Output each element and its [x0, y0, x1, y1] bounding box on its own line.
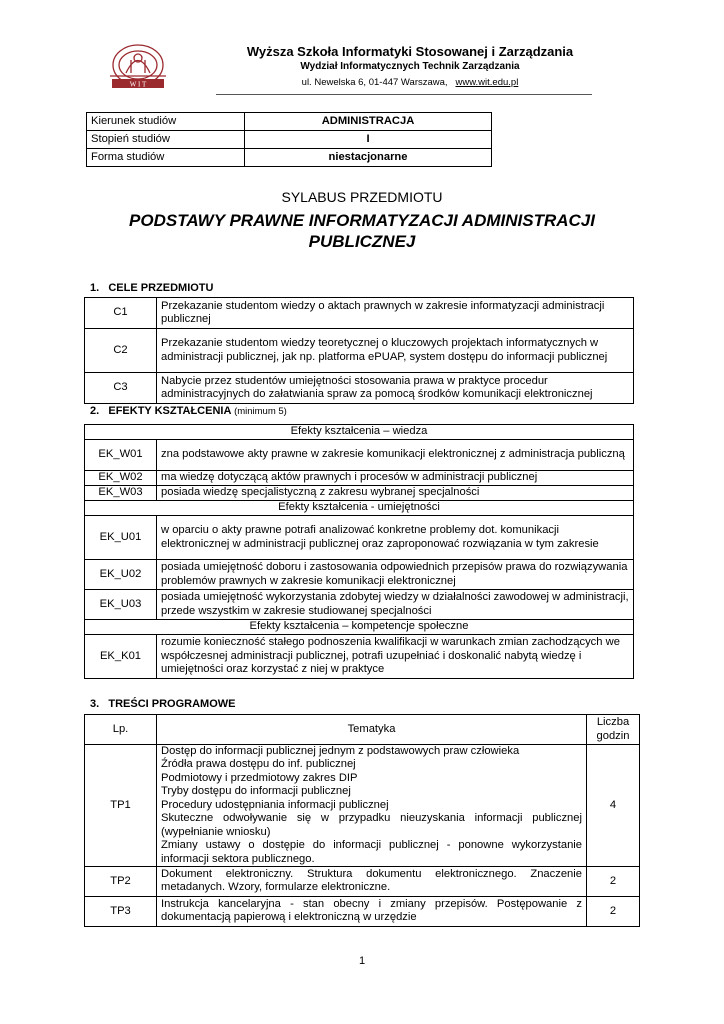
outcome-row — [85, 486, 634, 501]
table-header-row — [85, 715, 640, 745]
goals-table — [84, 297, 634, 404]
outcome-code: EK_U01 — [85, 516, 157, 560]
outcome-text: posiada umiejętność wykorzystania zdobytej wiedzy w działalności zawodowej w administracji, przede wszystkim w zakresie studiowanej specjalności — [157, 590, 634, 620]
row-topic — [157, 745, 587, 867]
info-value: I — [245, 131, 492, 149]
info-label: Stopień studiów — [87, 131, 245, 149]
row-topic — [157, 896, 587, 926]
info-label: Forma studiów — [87, 149, 245, 167]
outcome-code: EK_W01 — [85, 440, 157, 471]
goal-code: C2 — [85, 329, 157, 373]
section-number: 1. — [90, 282, 100, 294]
outcome-group-heading-row — [85, 620, 634, 635]
outcomes-table — [84, 424, 634, 679]
outcome-group-heading-row — [85, 425, 634, 440]
header-divider — [216, 94, 592, 95]
outcome-row — [85, 560, 634, 590]
table-row — [85, 745, 640, 867]
goal-text: Nabycie przez studentów umiejętności stosowania prawa w praktyce procedur administracyjnych do załatwiania spraw za pomocą środków komunikacji elektronicznej — [157, 373, 634, 404]
topic-line: Podmiotowy i przedmiotowy zakres DIP — [161, 771, 358, 784]
school-address — [180, 77, 640, 88]
outcome-code: EK_U02 — [85, 560, 157, 590]
outcome-text: posiada umiejętność doboru i zastosowania odpowiednich przepisów prawa do rozwiązywania problemów prawnych w zakresie komunikacji elektronicznej — [157, 560, 634, 590]
website-link[interactable]: www.wit.edu.pl — [455, 77, 519, 88]
section-title: CELE PRZEDMIOTU — [108, 282, 214, 294]
outcome-text: zna podstawowe akty prawne w zakresie komunikacji elektronicznej z administracja publiczną — [157, 440, 634, 471]
topic-line: Procedury udostępniania informacji publicznej — [161, 798, 389, 811]
goal-code: C1 — [85, 298, 157, 329]
header-lp: Lp. — [85, 715, 157, 745]
outcome-code: EK_W02 — [85, 471, 157, 486]
goal-code: C3 — [85, 373, 157, 404]
topic-line: Źródła prawa dostępu do inf. publicznej — [161, 758, 356, 771]
info-row — [87, 113, 492, 131]
info-value: niestacjonarne — [245, 149, 492, 167]
section-title: TREŚCI PROGRAMOWE — [108, 698, 236, 710]
outcome-code: EK_W03 — [85, 486, 157, 501]
syllabus-label: SYLABUS PRZEDMIOTU — [281, 189, 443, 205]
row-hours: 2 — [587, 896, 640, 926]
outcome-row — [85, 635, 634, 679]
section-number: 2. — [90, 405, 100, 417]
row-hours: 2 — [587, 866, 640, 896]
topic-line: Skuteczne odwoływanie się w przypadku nieuzyskania informacji publicznej (wypełnianie wniosku) — [161, 812, 582, 838]
outcome-group-heading-row — [85, 501, 634, 516]
topic-line: Zmiany ustawy o dostępie do informacji publicznej - ponowne wykorzystanie informacji sektora publicznego. — [161, 839, 582, 865]
subject-title: PODSTAWY PRAWNE INFORMATYZACJI ADMINISTRACJI PUBLICZNEJ — [129, 211, 595, 252]
info-label: Kierunek studiów — [87, 113, 245, 131]
section-number: 3. — [90, 698, 100, 710]
topic-line: Tryby dostępu do informacji publicznej — [161, 785, 351, 798]
study-info-table — [86, 112, 492, 167]
program-content-table — [84, 714, 640, 927]
outcome-text: posiada wiedzę specjalistyczną z zakresu wybranej specjalności — [157, 486, 634, 501]
section-3-heading — [90, 698, 235, 710]
goal-row — [85, 373, 634, 404]
outcome-code: EK_K01 — [85, 635, 157, 679]
logo-text: W I T — [129, 80, 147, 89]
header-hours: Liczba godzin — [587, 715, 640, 745]
info-value: ADMINISTRACJA — [245, 113, 492, 131]
row-hours: 4 — [587, 745, 640, 867]
outcome-group-heading: Efekty kształcenia – wiedza — [85, 425, 634, 440]
outcome-row — [85, 590, 634, 620]
row-topic — [157, 866, 587, 896]
goal-text: Przekazanie studentom wiedzy teoretycznej o kluczowych projektach informatycznych w administracji publicznej, jak np. platforma ePUAP, system dostępu do informacji publicznej — [157, 329, 634, 373]
school-logo — [104, 40, 172, 94]
section-1-heading — [90, 282, 213, 294]
faculty-name: Wydział Informatycznych Technik Zarządzania — [300, 61, 520, 72]
goal-text: Przekazanie studentom wiedzy o aktach prawnych w zakresie informatyzacji administracji publicznej — [157, 298, 634, 329]
outcome-text: w oparciu o akty prawne potrafi analizować konkretne problemy dot. komunikacji elektronicznej w administracji publicznej oraz zaproponować rozwiązania w tym zakresie — [157, 516, 634, 560]
goal-row — [85, 298, 634, 329]
goal-row — [85, 329, 634, 373]
row-lp: TP1 — [85, 745, 157, 867]
table-row — [85, 896, 640, 926]
outcome-row — [85, 440, 634, 471]
topic-line: Instrukcja kancelaryjna - stan obecny i zmiany przepisów. Postępowanie z dokumentacją papierową i elektroniczną w urzędzie — [161, 898, 582, 924]
school-name: Wyższa Szkoła Informatyki Stosowanej i Zarządzania — [246, 44, 574, 59]
page-number: 1 — [358, 955, 366, 967]
outcome-group-heading: Efekty kształcenia - umiejętności — [85, 501, 634, 516]
info-row — [87, 131, 492, 149]
outcome-group-heading: Efekty kształcenia – kompetencje społeczne — [85, 620, 634, 635]
topic-line: Dostęp do informacji publicznej jednym z podstawowych praw człowieka — [161, 745, 520, 757]
topic-line: Dokument elektroniczny. Struktura dokumentu elektronicznego. Znaczenie metadanych. Wzory, formularze elektroniczne. — [161, 868, 582, 894]
header-topic: Tematyka — [157, 715, 587, 745]
address-text: ul. Newelska 6, 01-447 Warszawa, — [301, 77, 448, 88]
section-2-heading — [90, 405, 287, 417]
row-lp: TP2 — [85, 866, 157, 896]
outcome-code: EK_U03 — [85, 590, 157, 620]
row-lp: TP3 — [85, 896, 157, 926]
section-note: (minimum 5) — [234, 406, 287, 417]
outcome-row — [85, 516, 634, 560]
info-row — [87, 149, 492, 167]
table-row — [85, 866, 640, 896]
outcome-row — [85, 471, 634, 486]
outcome-text: rozumie konieczność stałego podnoszenia kwalifikacji w warunkach zmian zachodzących we współczesnej administracji publicznej, potrafi uzupełniać i doskonalić nabytą wiedzę i umiejętności oraz korzystać z niej w praktyce — [157, 635, 634, 679]
outcome-text: ma wiedzę dotyczącą aktów prawnych i procesów w administracji publicznej — [157, 471, 634, 486]
section-title: EFEKTY KSZTAŁCENIA — [108, 405, 231, 417]
